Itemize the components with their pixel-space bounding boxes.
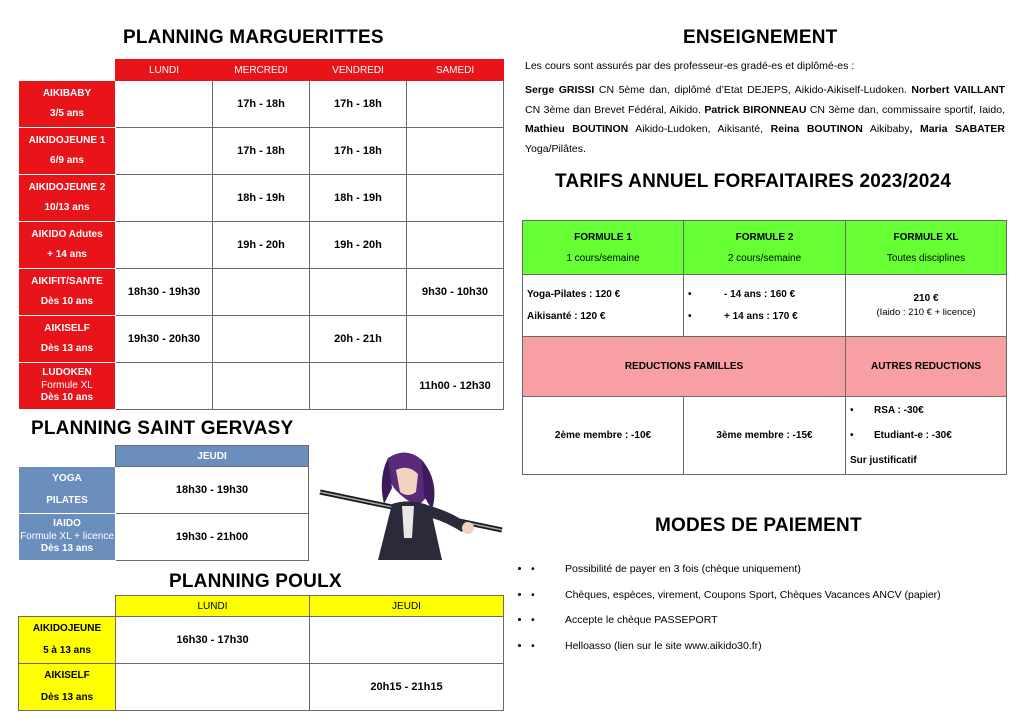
gervasy-table bbox=[18, 445, 309, 561]
table-row bbox=[19, 363, 504, 410]
table-row bbox=[19, 664, 504, 711]
enseignement-intro: Les cours sont assurés par des professeur-es gradé-es et diplômé-es : bbox=[525, 60, 855, 72]
autres-reductions-list: • RSA : -30€ • Etudiant-e : -30€ Sur justificatif bbox=[846, 397, 1007, 475]
time-cell bbox=[116, 128, 213, 175]
time-cell: 11h00 - 12h30 bbox=[407, 363, 504, 410]
time-cell bbox=[310, 617, 504, 664]
time-cell: 18h - 19h bbox=[310, 175, 407, 222]
time-cell bbox=[407, 128, 504, 175]
poulx-table bbox=[18, 595, 504, 711]
time-cell: 19h - 20h bbox=[213, 222, 310, 269]
course-label: AIKIDOJEUNE 2 10/13 ans bbox=[19, 175, 116, 222]
list-item: • • Helloasso (lien sur le site www.aikido30.fr) bbox=[531, 640, 941, 666]
table-row bbox=[19, 81, 504, 128]
table-row bbox=[19, 467, 309, 514]
corner-cell bbox=[19, 596, 116, 617]
formule-2-header: FORMULE 2 2 cours/semaine bbox=[684, 221, 846, 275]
table-row bbox=[19, 269, 504, 316]
list-item: • • Chèques, espèces, virement, Coupons Sport, Chèques Vacances ANCV (papier) bbox=[531, 589, 941, 615]
time-cell bbox=[310, 269, 407, 316]
formule-xl-price: 210 € (Iaido : 210 € + licence) bbox=[846, 275, 1007, 337]
time-cell: 20h - 21h bbox=[310, 316, 407, 363]
day-header: VENDREDI bbox=[310, 60, 407, 81]
enseignement-teachers: Serge GRISSI CN 5ème dan, diplômé d’Etat DEJEPS, Aikido-Aikiself-Ludoken. Norbert VAILLANT CN 3ème dan Brevet Fédéral, Aikido. Patrick BIRONNEAU CN 3ème dan, commissaire sportif, Iaido, Mathieu BOUTINON Aikido-Ludoken, Aikisanté, Reina BOUTINON Aikibaby, Maria SABATER Yoga/Pilâtes. bbox=[525, 84, 1005, 155]
course-label: AIKIDOJEUNE 1 6/9 ans bbox=[19, 128, 116, 175]
gervasy-title: PLANNING SAINT GERVASY bbox=[31, 418, 294, 439]
corner-cell bbox=[19, 60, 116, 81]
poulx-title: PLANNING POULX bbox=[169, 571, 342, 592]
reduction-2eme-membre: 2ème membre : -10€ bbox=[523, 397, 684, 475]
tarifs-title: TARIFS ANNUEL FORFAITAIRES 2023/2024 bbox=[555, 171, 952, 192]
day-header: JEUDI bbox=[116, 446, 309, 467]
course-label: AIKIDOJEUNE 5 à 13 ans bbox=[19, 617, 116, 664]
time-cell: 9h30 - 10h30 bbox=[407, 269, 504, 316]
list-item: • • Accepte le chèque PASSEPORT bbox=[531, 614, 941, 640]
time-cell: 19h30 - 21h00 bbox=[116, 514, 309, 561]
table-row bbox=[19, 316, 504, 363]
time-cell bbox=[407, 81, 504, 128]
day-header: JEUDI bbox=[310, 596, 504, 617]
course-label: AIKIBABY 3/5 ans bbox=[19, 81, 116, 128]
table-row bbox=[19, 617, 504, 664]
time-cell: 17h - 18h bbox=[310, 128, 407, 175]
course-label: LUDOKEN Formule XL Dès 10 ans bbox=[19, 363, 116, 410]
time-cell bbox=[407, 222, 504, 269]
day-header: MERCREDI bbox=[213, 60, 310, 81]
formule-xl-header: FORMULE XL Toutes disciplines bbox=[846, 221, 1007, 275]
table-row bbox=[19, 514, 309, 561]
time-cell: 18h - 19h bbox=[213, 175, 310, 222]
time-cell bbox=[407, 316, 504, 363]
day-header: LUNDI bbox=[116, 596, 310, 617]
day-header: LUNDI bbox=[116, 60, 213, 81]
time-cell bbox=[116, 363, 213, 410]
time-cell bbox=[116, 222, 213, 269]
time-cell bbox=[407, 175, 504, 222]
reductions-familles-header: REDUCTIONS FAMILLES bbox=[523, 337, 846, 397]
day-header: SAMEDI bbox=[407, 60, 504, 81]
paiement-list bbox=[531, 563, 941, 665]
time-cell: 18h30 - 19h30 bbox=[116, 467, 309, 514]
reduction-3eme-membre: 3ème membre : -15€ bbox=[684, 397, 846, 475]
marguerittes-title: PLANNING MARGUERITTES bbox=[123, 27, 384, 48]
formule-1-prices: Yoga-Pilates : 120 € Aikisanté : 120 € bbox=[523, 275, 684, 337]
time-cell bbox=[213, 269, 310, 316]
time-cell: 20h15 - 21h15 bbox=[310, 664, 504, 711]
course-label: YOGA PILATES bbox=[19, 467, 116, 514]
course-label: AIKIDO Adutes + 14 ans bbox=[19, 222, 116, 269]
autres-reductions-header: AUTRES REDUCTIONS bbox=[846, 337, 1007, 397]
time-cell: 17h - 18h bbox=[213, 128, 310, 175]
time-cell bbox=[213, 363, 310, 410]
tarifs-table bbox=[522, 220, 1007, 475]
course-label: AIKISELF Dès 13 ans bbox=[19, 664, 116, 711]
time-cell: 17h - 18h bbox=[310, 81, 407, 128]
course-label: AIKISELF Dès 13 ans bbox=[19, 316, 116, 363]
paiement-title: MODES DE PAIEMENT bbox=[655, 515, 862, 536]
time-cell bbox=[310, 363, 407, 410]
time-cell: 16h30 - 17h30 bbox=[116, 617, 310, 664]
time-cell bbox=[116, 664, 310, 711]
table-row bbox=[19, 222, 504, 269]
time-cell: 19h30 - 20h30 bbox=[116, 316, 213, 363]
time-cell bbox=[213, 316, 310, 363]
formule-1-header: FORMULE 1 1 cours/semaine bbox=[523, 221, 684, 275]
time-cell bbox=[116, 175, 213, 222]
course-label: IAIDO Formule XL + licence Dès 13 ans bbox=[19, 514, 116, 561]
marguerittes-table bbox=[18, 59, 504, 410]
table-row bbox=[19, 175, 504, 222]
enseignement-title: ENSEIGNEMENT bbox=[683, 27, 838, 48]
corner-cell bbox=[19, 446, 116, 467]
time-cell bbox=[116, 81, 213, 128]
formule-2-prices: • - 14 ans : 160 € • + 14 ans : 170 € bbox=[684, 275, 846, 337]
time-cell: 18h30 - 19h30 bbox=[116, 269, 213, 316]
time-cell: 17h - 18h bbox=[213, 81, 310, 128]
samurai-illustration bbox=[318, 448, 504, 560]
table-row bbox=[19, 128, 504, 175]
list-item: • • Possibilité de payer en 3 fois (chèque uniquement) bbox=[531, 563, 941, 589]
course-label: AIKIFIT/SANTE Dès 10 ans bbox=[19, 269, 116, 316]
time-cell: 19h - 20h bbox=[310, 222, 407, 269]
